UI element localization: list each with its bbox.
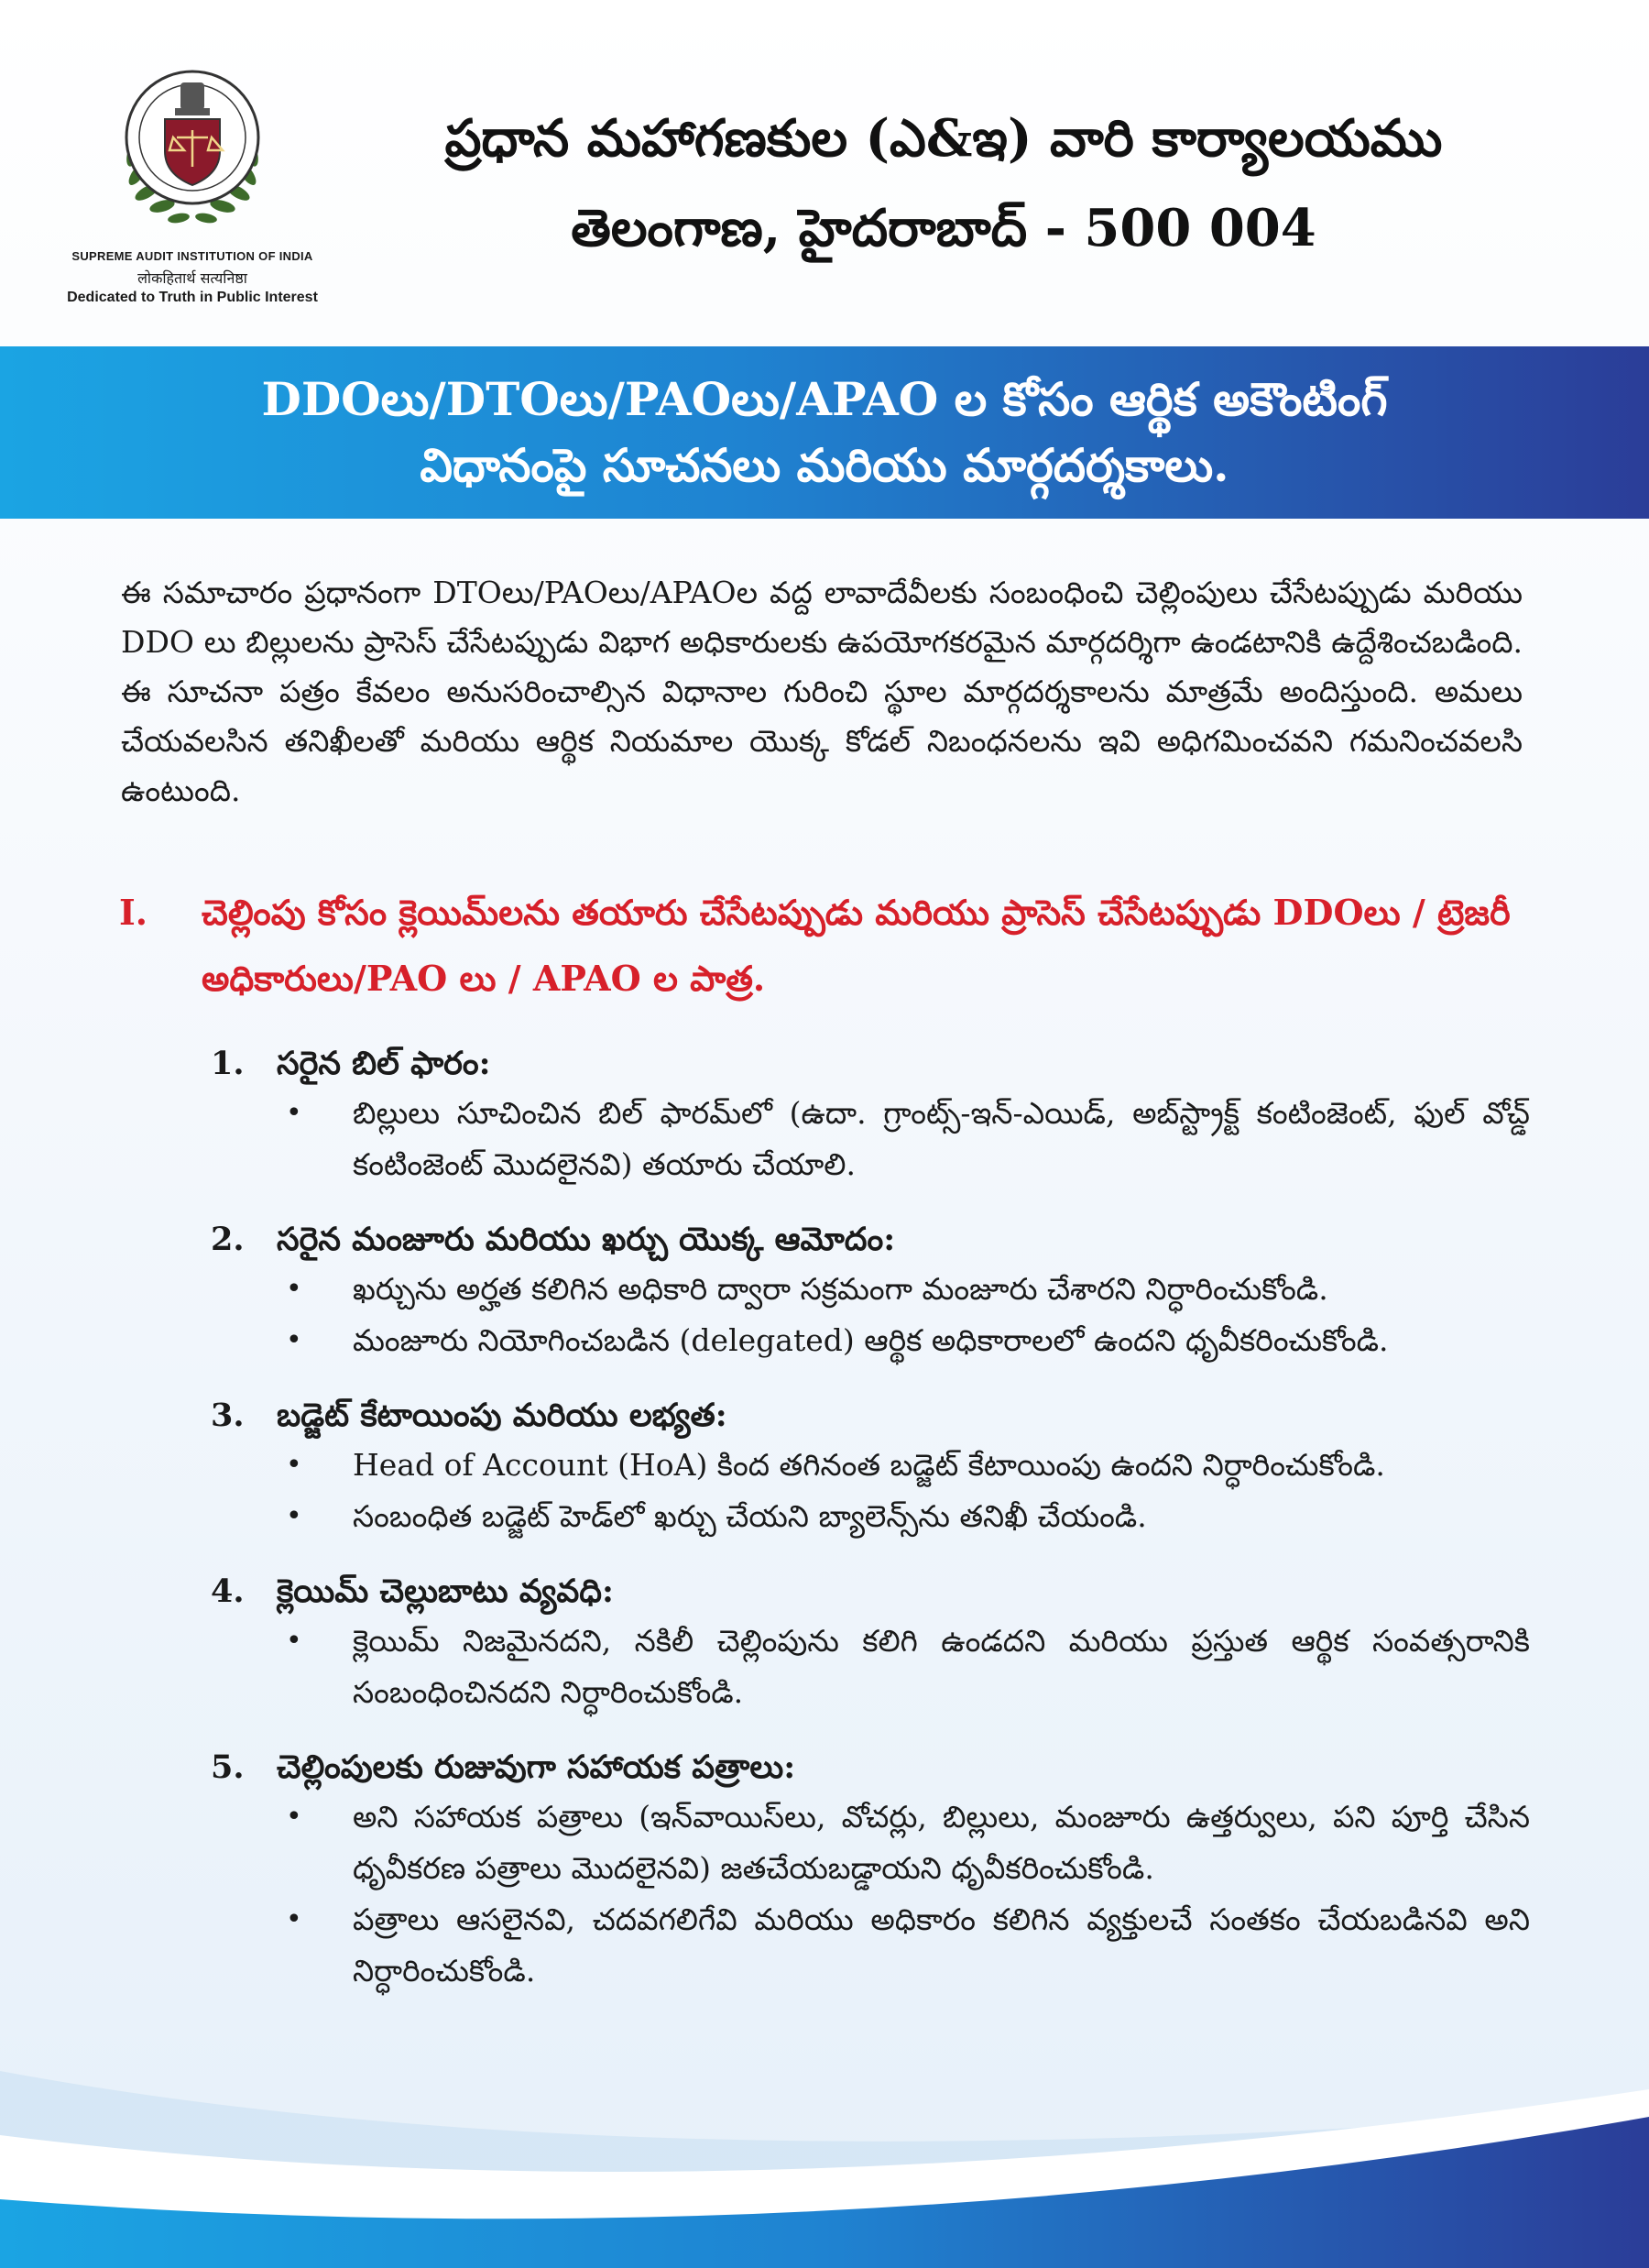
section-title: చెల్లింపు కోసం క్లెయిమ్‌లను తయారు చేసేటప్పుడు మరియు ప్రాసెస్ చేసేటప్పుడు DDOలు / ట్రెజరీ అధికారులు/PAO లు / APAO ల పాత్ర. [202,892,1511,999]
list-item [211,1392,1530,1542]
item-title: బడ్జెట్ కేటాయింపు మరియు లభ్యత: [277,1397,727,1434]
item-title: సరైన మంజూరు మరియు ఖర్చు యొక్క ఆమోదం: [277,1221,896,1258]
item-heading [211,1744,1530,1791]
logo-motto-hindi: लोकहितार्थ सत्यनिष्ठा [137,269,247,287]
bullet-icon: • [286,1500,302,1532]
bullet-text: మంజూరు నియోగించబడిన (delegated) ఆర్థిక అధికారాలలో ఉందని ధృవీకరించుకోండి. [353,1322,1389,1358]
title-banner [0,346,1649,519]
bullet-text: బిల్లులు సూచించిన బిల్ ఫారమ్‌లో (ఉదా. గ్రాంట్స్-ఇన్-ఎయిడ్, అబ్‌స్ట్రాక్ట్ కంటింజెంట్, ఫుల్ వోచ్డ్ కంటింజెంట్ మొదలైనవి) తయారు చేయాలి. [353,1095,1530,1182]
list-item [211,1216,1530,1366]
emblem-seal-icon [105,55,279,238]
item-title: సరైన బిల్ ఫారం: [277,1045,491,1082]
bullet-icon: • [286,1801,302,1833]
cag-logo [64,55,321,321]
bullet-text: క్లెయిమ్ నిజమైనదని, నకిలీ చెల్లింపును కలిగి ఉండదని మరియు ప్రస్తుత ఆర్థిక సంవత్సరానికి సంబంధించినదని నిర్ధారించుకోండి. [353,1623,1530,1710]
item-title: చెల్లింపులకు రుజువుగా సహాయక పత్రాలు: [277,1748,796,1786]
logo-caption-english: SUPREME AUDIT INSTITUTION OF INDIA [71,249,313,263]
item-number: 1. [211,1045,245,1082]
bullet-icon: • [286,1324,302,1356]
intro-paragraph: ఈ సమాచారం ప్రధానంగా DTOలు/PAOలు/APAOల వద్ద లావాదేవీలకు సంబంధించి చెల్లింపులు చేసేటప్పుడు మరియు DDO లు బిల్లులను ప్రాసెస్ చేసేటప్పుడు విభాగ అధికారులకు ఉపయోగకరమైన మార్గదర్శిగా ఉండటానికి ఉద్దేశించబడింది. ఈ సూచనా పత్రం కేవలం అనుసరించాల్సిన విధానాల గురించి స్థూల మార్గదర్శకాలను మాత్రమే అందిస్తుంది. అమలు చేయవలసిన తనిఖీలతో మరియు ఆర్థిక నియమాల యొక్క కోడల్ నిబంధనలను ఇవి అధిగమించవని గమనించవలసి ఉంటుంది. [121,575,1523,808]
item-number: 2. [211,1221,245,1258]
item-heading [211,1392,1530,1440]
bullet-point [211,1315,1530,1366]
bullet-text: సంబంధిత బడ్జెట్ హెడ్‌లో ఖర్చు చేయని బ్యాలెన్స్‌ను తనిఖీ చేయండి. [353,1498,1147,1534]
bullet-point [211,1440,1530,1491]
logo-motto-english: Dedicated to Truth in Public Interest [67,290,318,305]
bullet-point [211,1264,1530,1315]
bullet-point [211,1894,1530,1997]
office-title: ప్రధాన మహాగణకుల (ఎ&ఇ) వారి కార్యాలయము [444,108,1443,169]
item-title: క్లెయిమ్ చెల్లుబాటు వ్యవధి: [277,1572,614,1610]
item-heading [211,1040,1530,1088]
section-number: I. [119,892,148,933]
footer-wave-decoration [0,2053,1649,2268]
list-item [211,1744,1530,1997]
list-item [211,1568,1530,1718]
bullet-text: పత్రాలు ఆసలైనవి, చదవగలిగేవి మరియు అధికారం కలిగిన వ్యక్తులచే సంతకం చేయబడినవి అని నిర్ధారించుకోండి. [353,1901,1530,1989]
item-heading [211,1216,1530,1264]
page-header [0,0,1649,346]
item-number: 4. [211,1572,245,1610]
bullet-icon: • [286,1449,302,1481]
bullet-text: Head of Account (HoA) కింద తగినంత బడ్జెట్ కేటాయింపు ఉందని నిర్ధారించుకోండి. [353,1447,1385,1483]
bullet-icon: • [286,1097,302,1129]
guideline-list [211,1040,1530,2022]
list-item [211,1040,1530,1190]
bullet-point [211,1088,1530,1190]
bullet-text: ఖర్చును అర్హత కలిగిన అధికారి ద్వారా సక్రమంగా మంజూరు చేశారని నిర్ధారించుకోండి. [353,1271,1328,1307]
bullet-icon: • [286,1625,302,1657]
banner-title-line1: DDOలు/DTOలు/PAOలు/APAO ల కోసం ఆర్థిక అకౌంటింగ్ [261,372,1388,426]
office-address: తెలంగాణ, హైదరాబాద్ - 500 004 [571,198,1316,258]
item-number: 5. [211,1748,245,1786]
bullet-point [211,1491,1530,1542]
banner-title-line2: విధానంపై సూచనలు మరియు మార్గదర్శకాలు. [420,438,1229,492]
bullet-icon: • [286,1903,302,1935]
bullet-text: అని సహాయక పత్రాలు (ఇన్‌వాయిస్‌లు, వోచర్లు, బిల్లులు, మంజూరు ఉత్తర్వులు, పని పూర్తి చేసిన ధృవీకరణ పత్రాలు మొదలైనవి) జతచేయబడ్డాయని ధృవీకరించుకోండి. [353,1799,1530,1886]
bullet-point [211,1791,1530,1894]
item-number: 3. [211,1397,245,1434]
item-heading [211,1568,1530,1616]
bullet-point [211,1616,1530,1718]
bullet-icon: • [286,1273,302,1305]
